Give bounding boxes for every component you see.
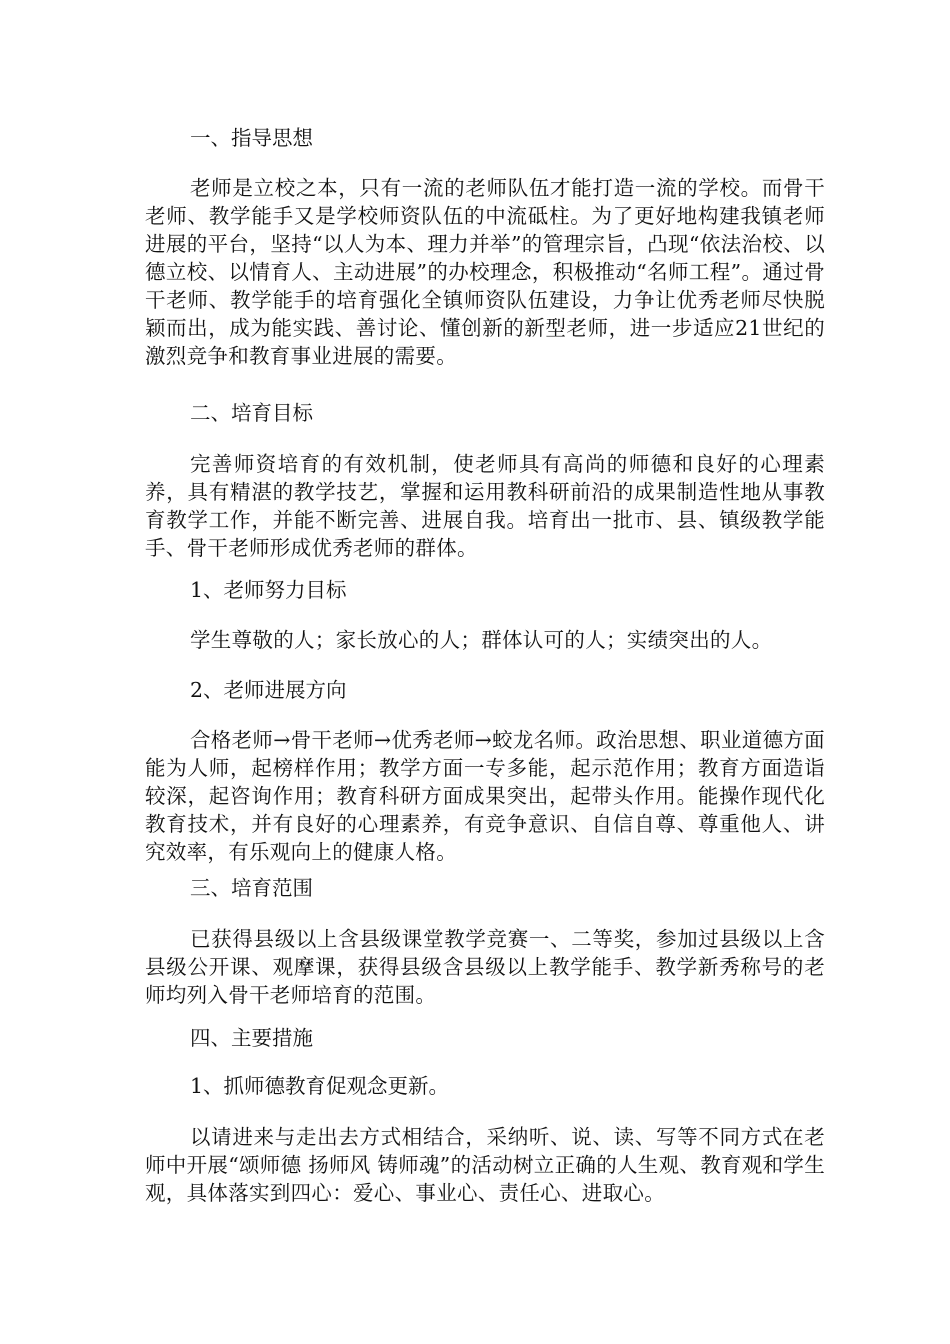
section-heading-training-goals: 二、培育目标 (190, 401, 313, 425)
paragraph-training-goals: 完善师资培育的有效机制，使老师具有高尚的师德和良好的心理素养，具有精湛的教学技艺，掌握和运用教科研前沿的成果制造性地从事教育教学工作，并能不断完善、进展自我。培育出一批市、县、镇级教学能手、骨干老师形成优秀老师的群体。 (145, 452, 825, 560)
paragraph-training-scope: 已获得县级以上含县级课堂教学竞赛一、二等奖，参加过县级以上含县级公开课、观摩课，获得县级含县级以上教学能手、教学新秀称号的老师均列入骨干老师培育的范围。 (145, 927, 825, 1007)
subheading-ethics-education: 1、抓师德教育促观念更新。 (190, 1074, 450, 1098)
section-heading-main-measures: 四、主要措施 (190, 1026, 313, 1050)
section-heading-training-scope: 三、培育范围 (190, 876, 313, 900)
section-heading-guiding-ideology: 一、指导思想 (190, 126, 313, 150)
paragraph-guiding-ideology: 老师是立校之本，只有一流的老师队伍才能打造一流的学校。而骨干老师、教学能手又是学校师资队伍的中流砥柱。为了更好地构建我镇老师进展的平台，坚持“以人为本、理力并举”的管理宗旨，凸现“依法治校、以德立校、以情育人、主动进展”的办校理念，积极推动“名师工程”。通过骨干老师、教学能手的培育强化全镇师资队伍建设，力争让优秀老师尽快脱颖而出，成为能实践、善讨论、懂创新的新型老师，进一步适应21世纪的激烈竞争和教育事业进展的需要。 (145, 176, 825, 368)
paragraph-teacher-goals: 学生尊敬的人；家长放心的人；群体认可的人；实绩突出的人。 (190, 628, 773, 652)
paragraph-development-direction: 合格老师→骨干老师→优秀老师→蛟龙名师。政治思想、职业道德方面能为人师，起榜样作用；教学方面一专多能，起示范作用；教育方面造诣较深，起咨询作用；教育科研方面成果突出，起带头作用。能操作现代化教育技术，并有良好的心理素养，有竞争意识、自信自尊、尊重他人、讲究效率，有乐观向上的健康人格。 (145, 728, 825, 864)
subheading-teacher-goals: 1、老师努力目标 (190, 578, 347, 602)
paragraph-ethics-education: 以请进来与走出去方式相结合，采纳听、说、读、写等不同方式在老师中开展“颂师德 扬师风 铸师魂”的活动树立正确的人生观、教育观和学生观，具体落实到四心：爱心、事业心、责任心、进取心。 (145, 1125, 825, 1205)
subheading-development-direction: 2、老师进展方向 (190, 678, 347, 702)
